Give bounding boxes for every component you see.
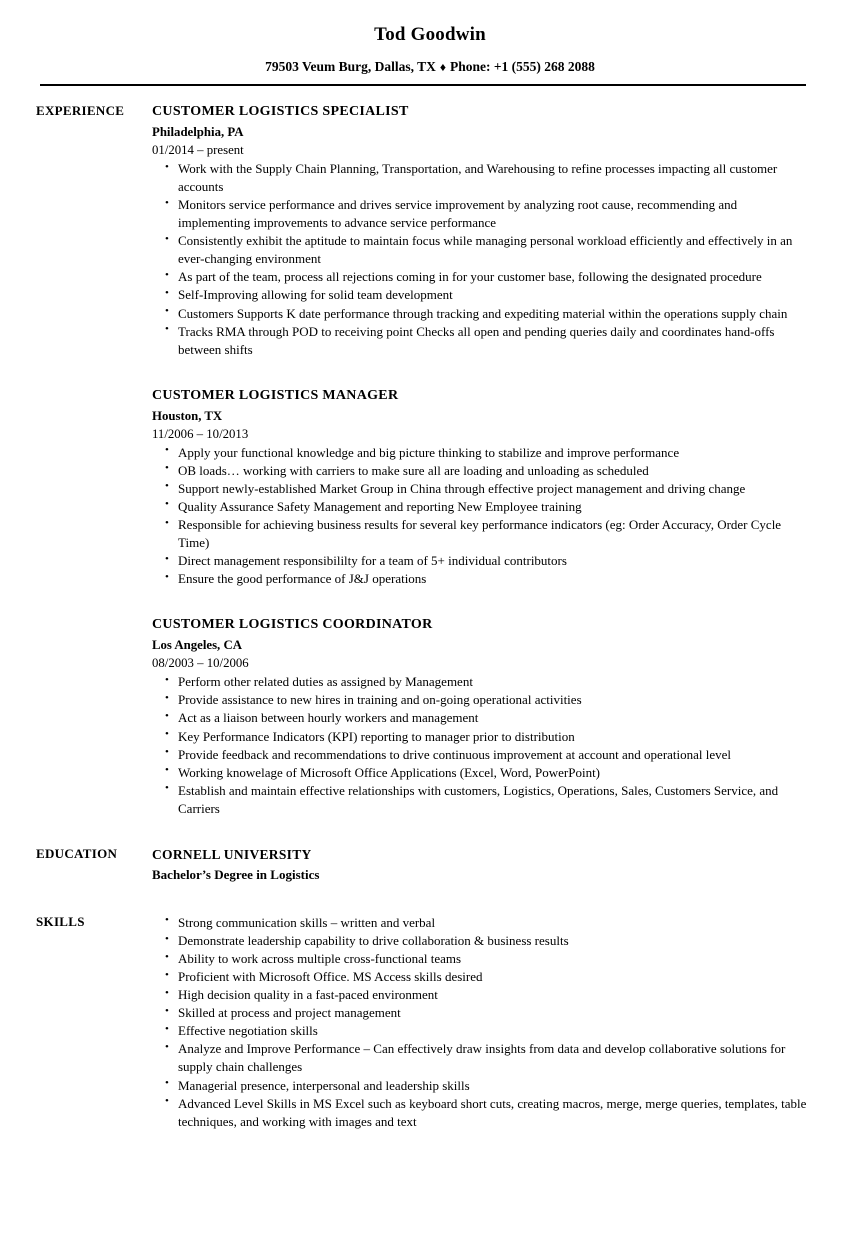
list-item: • OB loads… working with carriers to make sure all are loading and unloading as scheduled (152, 462, 812, 480)
resume-header (0, 0, 860, 75)
job-location: Philadelphia, PA (152, 124, 244, 139)
experience-entry (152, 103, 812, 359)
contact-phone: Phone: +1 (555) 268 2088 (449, 58, 595, 74)
list-item: • Advanced Level Skills in MS Excel such as keyboard short cuts, creating macros, merge, merge queries, templates, table techniques, and working with images and text (152, 1095, 812, 1131)
job-dates: 11/2006 – 10/2013 (152, 426, 249, 441)
list-item: • Consistently exhibit the aptitude to maintain focus while managing personal workload efficiently and effectively in an ever-changing environment (152, 232, 812, 268)
skills-list (152, 914, 812, 1131)
header-divider (40, 84, 806, 86)
experience-section (0, 103, 860, 818)
job-title: CUSTOMER LOGISTICS SPECIALIST (152, 103, 409, 119)
list-item: • Support newly-established Market Group in China through effective project management and driving change (152, 480, 812, 498)
list-item: • As part of the team, process all rejections coming in for your customer base, following the designated procedure (152, 268, 812, 286)
list-item: • Analyze and Improve Performance – Can effectively draw insights from data and develop collaborative solutions for supply chain challenges (152, 1040, 812, 1076)
list-item: • Self-Improving allowing for solid team development (152, 286, 812, 304)
job-title: CUSTOMER LOGISTICS COORDINATOR (152, 617, 433, 633)
job-responsibility-list (152, 160, 812, 359)
list-item: • Work with the Supply Chain Planning, Transportation, and Warehousing to refine processes impacting all customer accounts (152, 160, 812, 196)
list-item: • Managerial presence, interpersonal and leadership skills (152, 1077, 812, 1095)
education-section (0, 846, 860, 884)
list-item: • Demonstrate leadership capability to drive collaboration & business results (152, 932, 812, 950)
list-item: • Quality Assurance Safety Management and reporting New Employee training (152, 498, 812, 516)
contact-line (0, 59, 860, 75)
job-responsibility-list (152, 444, 812, 589)
list-item: • High decision quality in a fast-paced environment (152, 986, 812, 1004)
list-item: • Responsible for achieving business results for several key performance indicators (eg: Order Accuracy, Order Cycle Time) (152, 516, 812, 552)
list-item: • Provide assistance to new hires in training and on-going operational activities (152, 691, 812, 709)
experience-entry (152, 616, 812, 818)
list-item: • Perform other related duties as assigned by Management (152, 673, 812, 691)
list-item: • Apply your functional knowledge and big picture thinking to stabilize and improve performance (152, 444, 812, 462)
skills-entries (152, 914, 860, 1131)
list-item: • Tracks RMA through POD to receiving point Checks all open and pending queries daily and coordinates hand-offs between shifts (152, 323, 812, 359)
job-responsibility-list (152, 673, 812, 818)
job-location: Houston, TX (152, 408, 223, 423)
school-name: CORNELL UNIVERSITY (152, 846, 312, 862)
list-item: • Act as a liaison between hourly workers and management (152, 709, 812, 727)
list-item: • Effective negotiation skills (152, 1022, 812, 1040)
experience-entries (152, 103, 860, 818)
list-item: • Ensure the good performance of J&J operations (152, 570, 812, 588)
job-title: CUSTOMER LOGISTICS MANAGER (152, 387, 399, 403)
experience-section-label: EXPERIENCE (36, 102, 125, 118)
list-item: • Monitors service performance and drives service improvement by analyzing root cause, recommending and implementing improvements to advance service performance (152, 196, 812, 232)
list-item: • Establish and maintain effective relationships with customers, Logistics, Operations, Sales, Customers Service, and Carriers (152, 782, 812, 818)
list-item: • Strong communication skills – written and verbal (152, 914, 812, 932)
candidate-name: Tod Goodwin (374, 24, 486, 45)
list-item: • Ability to work across multiple cross-functional teams (152, 950, 812, 968)
contact-address: 79503 Veum Burg, Dallas, TX (265, 58, 436, 74)
education-entry (152, 846, 812, 884)
list-item: • Customers Supports K date performance through tracking and expediting material within the operations supply chain (152, 305, 812, 323)
list-item: • Skilled at process and project management (152, 1004, 812, 1022)
skills-section (0, 914, 860, 1131)
degree-name: Bachelor’s Degree in Logistics (152, 866, 320, 882)
job-dates: 08/2003 – 10/2006 (152, 656, 249, 671)
experience-entry (152, 387, 812, 589)
list-item: • Key Performance Indicators (KPI) reporting to manager prior to distribution (152, 728, 812, 746)
list-item: • Proficient with Microsoft Office. MS Access skills desired (152, 968, 812, 986)
education-entries (152, 846, 860, 884)
list-item: • Provide feedback and recommendations to drive continuous improvement at account and operational level (152, 746, 812, 764)
list-item: • Working knowelage of Microsoft Office Applications (Excel, Word, PowerPoint) (152, 764, 812, 782)
list-item: • Direct management responsibililty for a team of 5+ individual contributors (152, 552, 812, 570)
education-section-label: EDUCATION (36, 845, 118, 861)
skills-section-label: SKILLS (36, 913, 85, 929)
job-location: Los Angeles, CA (152, 638, 242, 653)
job-dates: 01/2014 – present (152, 142, 244, 157)
diamond-separator-icon: ♦ (439, 59, 446, 74)
